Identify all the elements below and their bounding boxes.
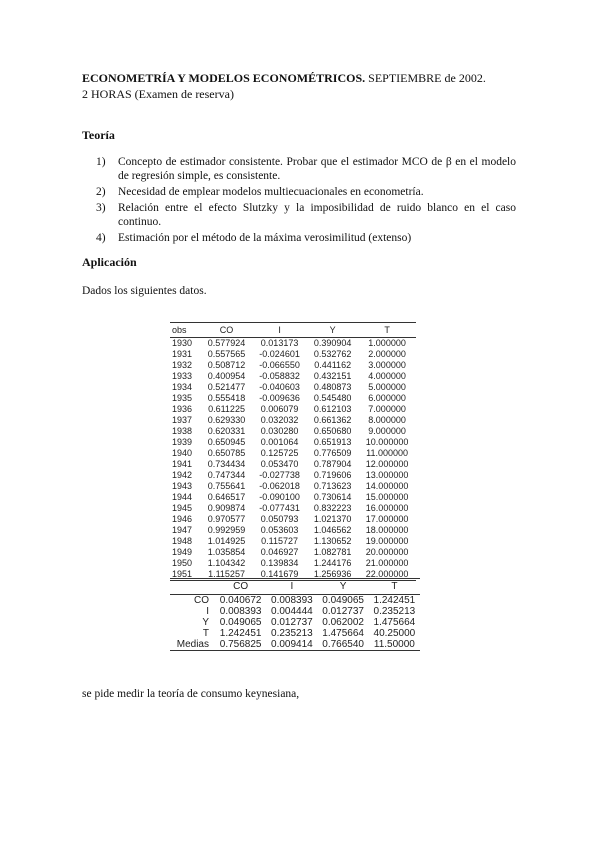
data-table-cell: 7.000000 — [368, 404, 406, 414]
data-table-row — [170, 481, 416, 492]
data-table-cell: 1.014925 — [207, 536, 246, 546]
data-table-cell: 0.555418 — [207, 393, 246, 403]
theory-question — [96, 155, 516, 183]
data-table-cell: 1945 — [172, 503, 193, 513]
question-text: Relación entre el efecto Slutzky y la imposibilidad de ruido blanco en el caso continuo. — [118, 202, 516, 228]
data-table-cell: 0.006079 — [260, 404, 299, 414]
moments-table-row — [170, 628, 420, 639]
data-table-cell: 0.611225 — [208, 404, 245, 414]
moments-table-grid — [170, 578, 420, 651]
data-table-cell: 0.139834 — [260, 558, 299, 568]
data-table-cell: 0.400954 — [207, 371, 246, 381]
moments-table-cell: 0.040672 — [219, 595, 262, 606]
data-table-cell: 1932 — [172, 360, 193, 370]
data-table-cell: 1.244176 — [313, 558, 352, 568]
data-table-cell: 0.992959 — [207, 525, 246, 535]
data-table-cell: 0.909874 — [207, 503, 246, 513]
data-table-row — [170, 525, 416, 536]
data-table-column-header: Y — [307, 323, 358, 338]
moments-table — [170, 578, 420, 651]
data-table-cell: 0.734434 — [207, 459, 246, 469]
theory-question-list — [96, 155, 516, 247]
data-table-cell: 0.755641 — [207, 481, 246, 491]
data-table-cell: 18.000000 — [365, 525, 409, 535]
moments-table-column-header — [170, 579, 215, 595]
data-table-cell: 0.545480 — [313, 393, 352, 403]
data-table-cell: 0.013173 — [260, 338, 299, 348]
data-table-cell: 1.000000 — [368, 338, 406, 348]
data-table-cell: 15.000000 — [365, 492, 409, 502]
data-table-cell: 1931 — [172, 349, 193, 359]
data-table-cell: 1948 — [172, 536, 193, 546]
question-number: 1) — [96, 156, 106, 168]
theory-question — [96, 201, 516, 229]
data-table-cell: 2.000000 — [368, 349, 406, 359]
moments-table-cell: 0.049065 — [322, 595, 364, 606]
data-table-cell: 0.141679 — [252, 569, 307, 581]
data-table-cell: 1933 — [172, 371, 193, 381]
data-table-cell: -0.066550 — [259, 360, 300, 370]
data-table-cell: 0.557565 — [207, 349, 246, 359]
data-table-row — [170, 415, 416, 426]
data-table-cell: 21.000000 — [365, 558, 409, 568]
moments-table-cell: 1.242451 — [373, 595, 416, 606]
data-table-cell: 1.104342 — [207, 558, 246, 568]
data-table-row — [170, 492, 416, 503]
data-table-row — [170, 514, 416, 525]
data-table-cell: 0.480873 — [313, 382, 352, 392]
exam-date: SEPTIEMBRE de 2002. — [365, 71, 486, 85]
moments-table-cell: T — [202, 628, 209, 639]
data-table-row — [170, 371, 416, 382]
data-table-cell: 17.000000 — [365, 514, 409, 524]
data-table-cell: 0.053603 — [260, 525, 299, 535]
moments-table-row — [170, 595, 420, 607]
data-table-grid — [170, 322, 416, 581]
data-table-cell: 0.612103 — [313, 404, 352, 414]
data-table-cell: 0.032032 — [260, 415, 299, 425]
data-table-cell: 0.001064 — [260, 437, 299, 447]
moments-table-row — [170, 639, 420, 651]
moments-table-cell: Medias — [170, 639, 215, 651]
data-table-cell: 1949 — [172, 547, 193, 557]
data-table-cell: 5.000000 — [368, 382, 406, 392]
moments-table-cell: CO — [194, 595, 209, 606]
question-number: 3) — [96, 202, 106, 214]
data-table-cell: 19.000000 — [365, 536, 409, 546]
data-table-row — [170, 338, 416, 350]
question-text: Estimación por el método de la máxima verosimilitud (extenso) — [118, 232, 412, 244]
moments-table-cell: 1.475664 — [373, 617, 416, 628]
question-text: Necesidad de emplear modelos multiecuacionales en econometría. — [118, 186, 424, 198]
data-table-cell: 0.776509 — [313, 448, 352, 458]
data-table-cell: 0.650680 — [313, 426, 352, 436]
data-table-cell: 1950 — [172, 558, 193, 568]
question-number: 4) — [96, 232, 106, 244]
data-table-cell: 0.787904 — [313, 459, 352, 469]
data-table-cell: 0.651913 — [313, 437, 352, 447]
theory-heading: Teoría — [82, 128, 115, 142]
data-table-cell: 1942 — [172, 470, 193, 480]
moments-table-cell: 0.012737 — [271, 617, 313, 628]
exam-duration: 2 HORAS (Examen de reserva) — [82, 87, 234, 101]
data-table-row — [170, 547, 416, 558]
question-text: Concepto de estimador consistente. Probar que el estimador MCO de β en el modelo de regresión simple, es consistente. — [118, 156, 516, 182]
moments-table-cell: 0.004444 — [271, 606, 313, 617]
data-table-cell: 20.000000 — [365, 547, 409, 557]
data-table-cell: 1940 — [172, 448, 193, 458]
data-table-cell: 0.730614 — [313, 492, 352, 502]
data-table-cell: 0.390904 — [313, 338, 352, 348]
data-table-cell: 0.521477 — [207, 382, 246, 392]
data-table-cell: 22.000000 — [358, 569, 416, 581]
moments-table-column-header: Y — [318, 579, 369, 595]
data-table-row — [170, 503, 416, 514]
data-table-cell: 0.053470 — [260, 459, 299, 469]
application-intro: Dados los siguientes datos. — [82, 285, 207, 297]
data-table-cell: 4.000000 — [368, 371, 406, 381]
data-table-cell: 1936 — [172, 404, 193, 414]
moments-table-cell: 1.242451 — [219, 628, 262, 639]
data-table-cell: 0.115727 — [261, 536, 299, 546]
data-table-cell: 12.000000 — [365, 459, 409, 469]
data-table-cell: 0.713623 — [313, 481, 352, 491]
moments-table-cell: 0.766540 — [318, 639, 369, 651]
data-table-cell: 0.432151 — [313, 371, 352, 381]
moments-table-column-header: CO — [215, 579, 266, 595]
data-table-cell: 1.256936 — [307, 569, 358, 581]
data-table-cell: -0.077431 — [259, 503, 300, 513]
data-table-column-header: obs — [170, 323, 201, 338]
moments-table-cell: 0.008393 — [219, 606, 262, 617]
data-table-cell: 0.832223 — [313, 503, 352, 513]
theory-question — [96, 231, 516, 245]
data-table-row — [170, 349, 416, 360]
data-table-column-header: CO — [201, 323, 252, 338]
data-table-cell: 8.000000 — [368, 415, 406, 425]
moments-table-column-header: T — [369, 579, 420, 595]
moments-table-cell: I — [206, 606, 209, 617]
data-table-cell: 1951 — [170, 569, 201, 581]
data-table-cell: 1946 — [172, 514, 193, 524]
data-table-cell: 0.508712 — [207, 360, 246, 370]
moments-table-cell: 40.25000 — [373, 628, 416, 639]
data-table-cell: 0.125725 — [260, 448, 299, 458]
data-table-cell: 1935 — [172, 393, 193, 403]
data-table-cell: -0.040603 — [259, 382, 300, 392]
data-table-row — [170, 459, 416, 470]
data-table-cell: 0.046927 — [260, 547, 299, 557]
data-table-cell: -0.090100 — [259, 492, 300, 502]
data-table-cell: 1944 — [172, 492, 193, 502]
data-table-cell: -0.027738 — [259, 470, 300, 480]
data-table-cell: 1.130652 — [313, 536, 352, 546]
data-table-cell: -0.058832 — [259, 371, 300, 381]
data-table-cell: 0.650785 — [207, 448, 246, 458]
moments-table-cell: 11.50000 — [369, 639, 420, 651]
data-table-cell: 1930 — [172, 338, 193, 348]
exam-title-line — [82, 71, 486, 86]
moments-table-cell: 0.012737 — [322, 606, 364, 617]
data-table-row — [170, 382, 416, 393]
moments-table-cell: 0.008393 — [271, 595, 313, 606]
data-table-row — [170, 558, 416, 569]
data-table-row — [170, 426, 416, 437]
data-table-cell: 1938 — [172, 426, 193, 436]
data-table-cell: 1947 — [172, 525, 193, 535]
theory-question — [96, 185, 516, 199]
data-table-column-header: I — [252, 323, 307, 338]
data-table-cell: 0.577924 — [207, 338, 246, 348]
data-table-row — [170, 536, 416, 547]
data-table-cell: 0.050793 — [260, 514, 299, 524]
data-table-cell: 1939 — [172, 437, 193, 447]
data-table-cell: 9.000000 — [368, 426, 406, 436]
moments-table-cell: Y — [202, 617, 209, 628]
data-table-cell: 0.661362 — [313, 415, 352, 425]
data-table-cell: 11.000000 — [366, 448, 409, 458]
data-table-cell: -0.024601 — [259, 349, 300, 359]
data-table-cell: 10.000000 — [365, 437, 409, 447]
data-table-cell: 1.115257 — [201, 569, 252, 581]
moments-table-column-header: I — [266, 579, 317, 595]
data-table-cell: 0.030280 — [260, 426, 299, 436]
data-table-row — [170, 360, 416, 371]
moments-table-row — [170, 606, 420, 617]
data-table-cell: 0.441162 — [314, 360, 352, 370]
data-table-cell: 1943 — [172, 481, 193, 491]
data-table-cell: 1.082781 — [313, 547, 352, 557]
data-table-cell: 1.046562 — [313, 525, 352, 535]
data-table-cell: -0.009636 — [259, 393, 300, 403]
data-table-cell: 1.021370 — [313, 514, 352, 524]
data-table-cell: 0.629330 — [207, 415, 246, 425]
data-table-cell: 6.000000 — [368, 393, 406, 403]
data-table-cell: 3.000000 — [368, 360, 406, 370]
moments-table-cell: 0.062002 — [322, 617, 364, 628]
moments-table-row — [170, 617, 420, 628]
application-heading: Aplicación — [82, 255, 137, 269]
data-table-cell: 0.747344 — [207, 470, 246, 480]
moments-table-cell: 0.235213 — [271, 628, 313, 639]
data-table-cell: -0.062018 — [259, 481, 300, 491]
data-table-cell: 0.532762 — [313, 349, 352, 359]
moments-table-cell: 1.475664 — [322, 628, 364, 639]
question-number: 2) — [96, 186, 106, 198]
data-table-cell: 0.646517 — [207, 492, 246, 502]
data-table-row — [170, 448, 416, 459]
data-table-row — [170, 437, 416, 448]
data-table-cell: 0.970577 — [207, 514, 246, 524]
moments-table-cell: 0.756825 — [215, 639, 266, 651]
data-table-cell: 0.620331 — [207, 426, 246, 436]
data-table-cell: 1937 — [172, 415, 193, 425]
moments-table-cell: 0.235213 — [373, 606, 416, 617]
data-table-row — [170, 404, 416, 415]
moments-table-cell: 0.049065 — [219, 617, 262, 628]
data-table-cell: 16.000000 — [365, 503, 409, 513]
data-table-cell: 13.000000 — [365, 470, 409, 480]
data-table-cell: 0.719606 — [313, 470, 352, 480]
data-table-cell: 1.035854 — [207, 547, 246, 557]
exam-title: ECONOMETRÍA Y MODELOS ECONOMÉTRICOS. — [82, 71, 366, 85]
data-table-row — [170, 470, 416, 481]
data-table-column-header: T — [358, 323, 416, 338]
moments-table-cell: 0.009414 — [266, 639, 317, 651]
data-table-cell: 14.000000 — [365, 481, 409, 491]
data-table-cell: 1941 — [172, 459, 193, 469]
application-question: se pide medir la teoría de consumo keynesiana, — [82, 688, 300, 700]
data-table-row — [170, 393, 416, 404]
data-table-cell: 1934 — [172, 382, 193, 392]
data-table-cell: 0.650945 — [207, 437, 246, 447]
data-table — [170, 322, 416, 581]
